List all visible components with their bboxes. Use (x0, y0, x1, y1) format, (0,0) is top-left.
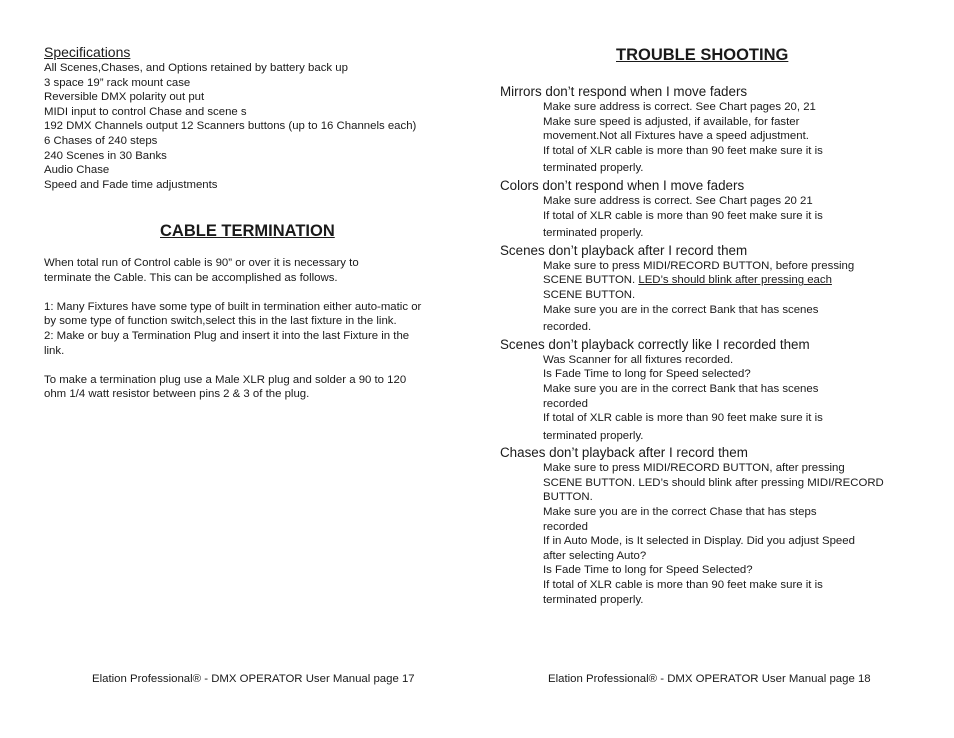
text-line: SCENE BUTTON. LED’s should blink after pressing MIDI/RECORD (543, 476, 884, 489)
ts-section (500, 337, 920, 444)
trouble-shooting-sections (500, 82, 920, 607)
text-line: Make sure you are in the correct Chase that has steps (543, 506, 817, 519)
ts-section (500, 445, 920, 607)
text-line: Make sure to press MIDI/RECORD BUTTON, after pressing (543, 462, 845, 475)
text-line: Make sure address is correct. See Chart pages 20, 21 (543, 101, 816, 113)
page-footer-right: Elation Professional® - DMX OPERATOR User Manual page 18 (548, 673, 871, 685)
text-line: If total of XLR cable is more than 90 feet make sure it is (543, 209, 823, 222)
text-line: terminated properly. (543, 162, 644, 175)
ts-section-body (543, 259, 920, 335)
text-line: Make sure address is correct. See Chart pages 20 21 (543, 194, 813, 207)
text-line: If total of XLR cable is more than 90 feet make sure it is (543, 412, 823, 425)
spec-item: 3 space 19” rack mount case (44, 76, 191, 89)
ts-section (500, 84, 920, 176)
cable-termination-heading: CABLE TERMINATION (160, 222, 335, 240)
page-footer-left: Elation Professional® - DMX OPERATOR User Manual page 17 (92, 673, 415, 685)
text-line: terminated properly. (543, 593, 644, 606)
text-line: Is Fade Time to long for Speed selected? (543, 368, 751, 381)
ts-section-title: Chases don’t playback after I record them (500, 445, 748, 461)
text-line: by some type of function switch,select this in the last fixture in the link. (44, 315, 397, 328)
spec-item: Reversible DMX polarity out put (44, 91, 205, 104)
ts-section-title: Scenes don’t playback after I record them (500, 242, 748, 258)
text-line: Make sure speed is adjusted, if available, for faster (543, 115, 800, 128)
text-line: recorded (543, 520, 588, 533)
text-line: If total of XLR cable is more than 90 feet make sure it is (543, 579, 823, 592)
ts-section-title: Scenes don’t playback correctly like I recorded them (500, 336, 810, 352)
text-line: If in Auto Mode, is It selected in Display. Did you adjust Speed (543, 535, 855, 548)
text-line: recorded (543, 397, 588, 410)
text-line: 1: Many Fixtures have some type of built in termination either auto-matic or (44, 300, 422, 313)
ts-section-body (543, 461, 920, 607)
ts-section-body (543, 100, 920, 176)
underlined-note: LED’s should blink after pressing each (638, 274, 832, 287)
text-line (543, 273, 920, 288)
cable-plug-paragraph (44, 373, 464, 402)
text-line: Make sure you are in the correct Bank that has scenes (543, 303, 819, 316)
text-line: link. (44, 344, 65, 357)
specifications-list (44, 61, 416, 192)
text-line: Make sure you are in the correct Bank that has scenes (543, 382, 819, 395)
cable-intro-paragraph (44, 256, 464, 285)
spec-item: Speed and Fade time adjustments (44, 178, 218, 191)
text-line: terminated properly. (543, 429, 644, 442)
text-line: When total run of Control cable is 90” or over it is necessary to (44, 257, 359, 269)
text-line: recorded. (543, 321, 592, 334)
specifications-heading: Specifications (44, 44, 131, 60)
cable-termination-body (44, 256, 464, 417)
text-line: SCENE BUTTON. (543, 288, 636, 301)
spec-item: All Scenes,Chases, and Options retained by battery back up (44, 62, 348, 74)
text-line: To make a termination plug use a Male XLR plug and solder a 90 to 120 (44, 373, 407, 386)
text-line: Was Scanner for all fixtures recorded. (543, 353, 734, 366)
ts-section-body (543, 194, 920, 241)
ts-section-title: Colors don’t respond when I move faders (500, 177, 745, 193)
text-line: BUTTON. (543, 491, 593, 504)
spec-item: 240 Scenes in 30 Banks (44, 149, 167, 162)
text-line: If total of XLR cable is more than 90 feet make sure it is (543, 144, 823, 157)
trouble-shooting-heading: TROUBLE SHOOTING (616, 46, 789, 64)
text-line: Is Fade Time to long for Speed Selected? (543, 564, 753, 577)
text-line: terminate the Cable. This can be accomplished as follows. (44, 271, 338, 284)
spec-item: MIDI input to control Chase and scene s (44, 105, 247, 118)
ts-section (500, 178, 920, 241)
spec-item: 192 DMX Channels output 12 Scanners buttons (up to 16 Channels each) (44, 120, 417, 133)
text-line: terminated properly. (543, 227, 644, 240)
text-line: 2: Make or buy a Termination Plug and insert it into the last Fixture in the (44, 329, 410, 342)
spec-item: 6 Chases of 240 steps (44, 134, 158, 147)
cable-steps-paragraph (44, 300, 464, 358)
ts-section (500, 243, 920, 335)
spec-item: Audio Chase (44, 164, 110, 177)
text-line: ohm 1/4 watt resistor between pins 2 & 3 of the plug. (44, 388, 310, 401)
text-line: Make sure to press MIDI/RECORD BUTTON, before pressing (543, 259, 855, 272)
ts-section-title: Mirrors don’t respond when I move faders (500, 84, 748, 99)
text-fragment: SCENE BUTTON. (543, 274, 639, 287)
text-line: movement.Not all Fixtures have a speed adjustment. (543, 130, 809, 143)
text-line: after selecting Auto? (543, 549, 647, 562)
ts-section-body (543, 353, 920, 444)
